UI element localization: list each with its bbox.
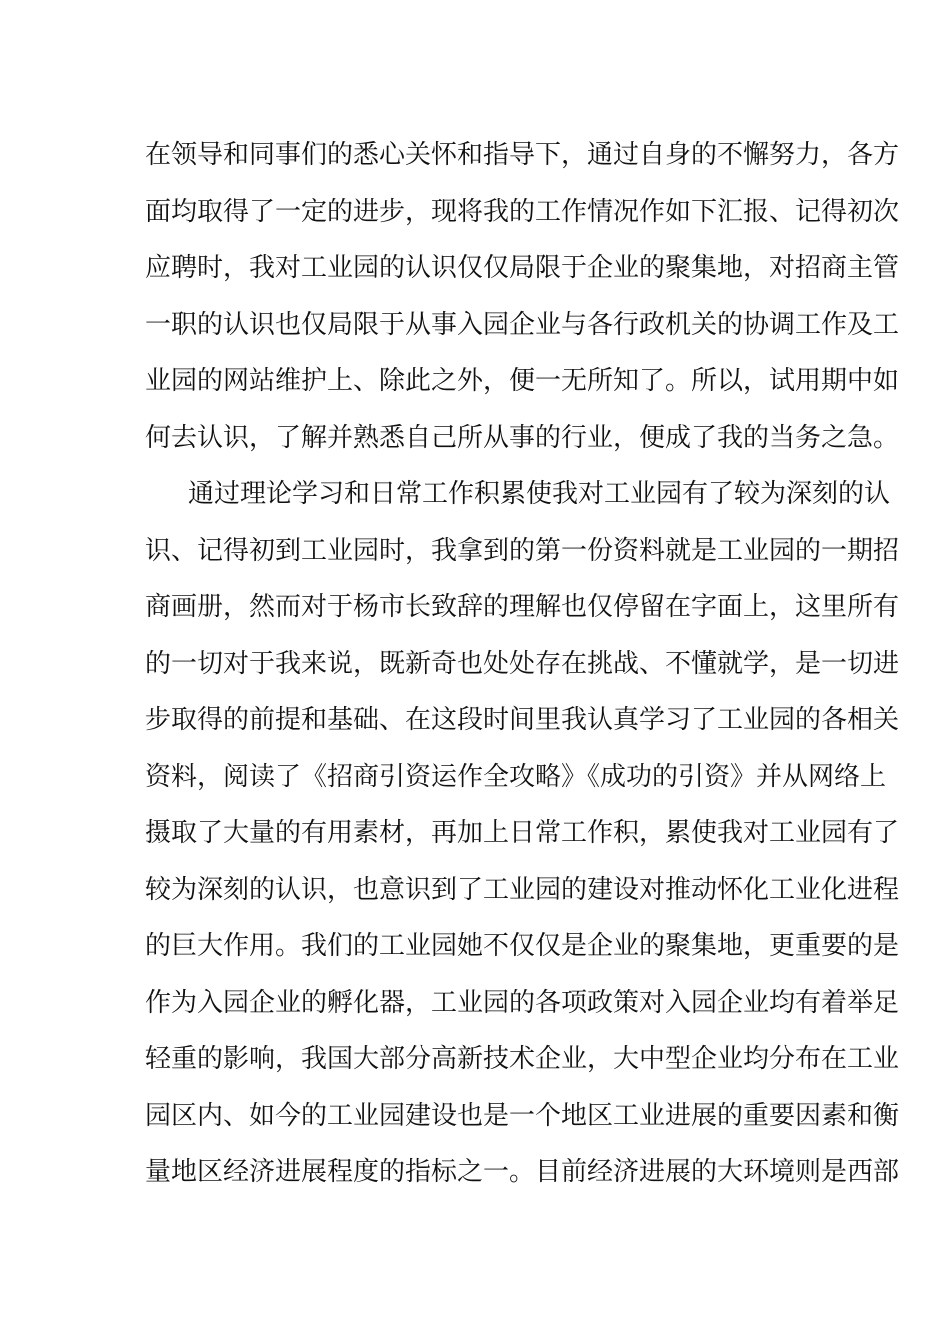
text-line: 的巨大作用。我们的工业园她不仅仅是企业的聚集地，更重要的是 bbox=[145, 931, 900, 961]
text-line: 通过理论学习和日常工作积累使我对工业园有了较为深刻的认 bbox=[188, 479, 891, 509]
text-line: 步取得的前提和基础、在这段时间里我认真学习了工业园的各相关 bbox=[145, 705, 900, 735]
text-line: 资料，阅读了《招商引资运作全攻略》《成功的引资》并从网络上 bbox=[145, 761, 887, 792]
text-line: 识、记得初到工业园时，我拿到的第一份资料就是工业园的一期招 bbox=[145, 535, 900, 566]
text-line: 在领导和同事们的悉心关怀和指导下，通过自身的不懈努力，各方 bbox=[145, 140, 900, 170]
text-line: 的一切对于我来说，既新奇也处处存在挑战、不懂就学，是一切进 bbox=[145, 648, 900, 679]
text-line: 作为入园企业的孵化器，工业园的各项政策对入园企业均有着举足 bbox=[145, 987, 900, 1018]
paragraph bbox=[145, 127, 900, 466]
text-line: 摄取了大量的有用素材，再加上日常工作积，累使我对工业园有了 bbox=[145, 818, 900, 848]
text-line: 商画册，然而对于杨市长致辞的理解也仅停留在字面上，这里所有 bbox=[145, 592, 900, 622]
paragraph bbox=[145, 466, 900, 1201]
text-line: 应聘时，我对工业园的认识仅仅局限于企业的聚集地，对招商主管 bbox=[145, 253, 900, 283]
text-line: 业园的网站维护上、除此之外，便一无所知了。所以，试用期中如 bbox=[145, 366, 900, 396]
text-line: 园区内、如今的工业园建设也是一个地区工业进展的重要因素和衡 bbox=[145, 1100, 900, 1131]
text-line: 较为深刻的认识，也意识到了工业园的建设对推动怀化工业化进程 bbox=[145, 874, 900, 905]
body-text bbox=[145, 127, 900, 1201]
text-line: 量地区经济进展程度的指标之一。目前经济进展的大环境则是西部 bbox=[145, 1157, 900, 1187]
text-line: 一职的认识也仅局限于从事入园企业与各行政机关的协调工作及工 bbox=[145, 309, 900, 340]
text-line: 面均取得了一定的进步，现将我的工作情况作如下汇报、记得初次 bbox=[145, 196, 900, 227]
text-line: 轻重的影响，我国大部分高新技术企业，大中型企业均分布在工业 bbox=[145, 1044, 900, 1074]
text-line: 何去认识，了解并熟悉自己所从事的行业，便成了我的当务之急。 bbox=[145, 422, 900, 453]
